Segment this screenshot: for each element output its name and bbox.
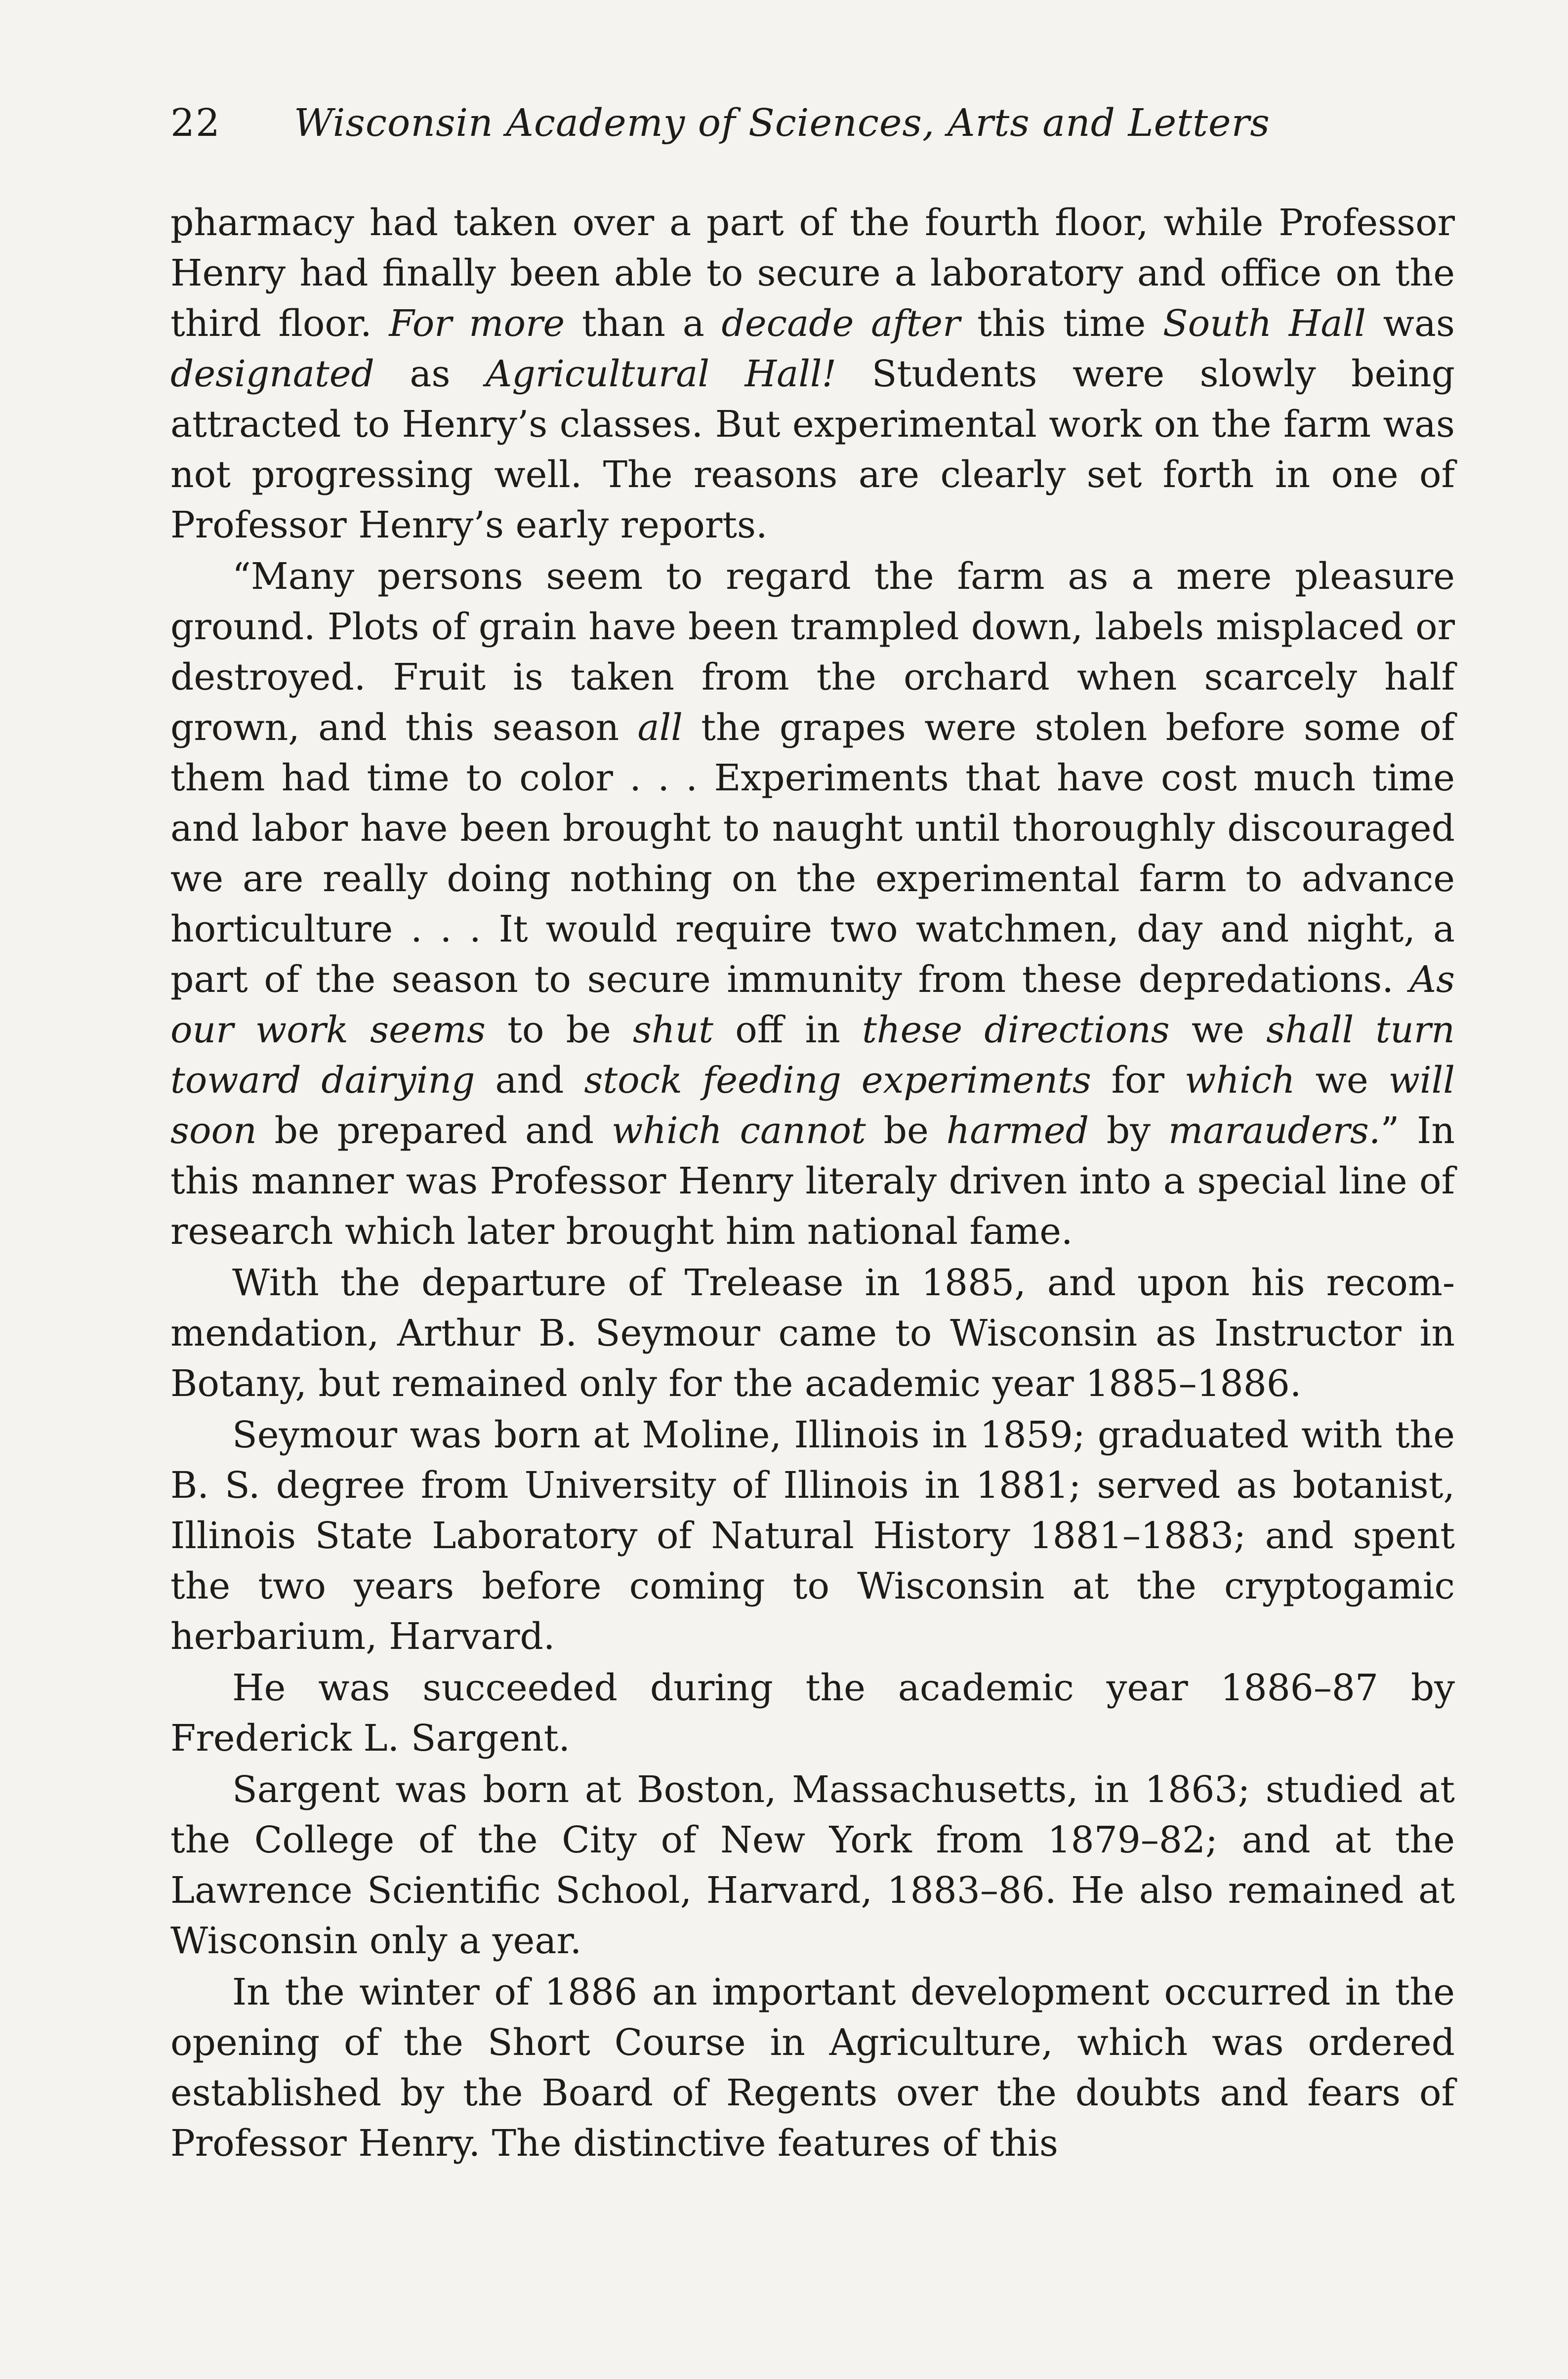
text-run: for [1091, 1059, 1185, 1102]
text-run: be prepared and [256, 1109, 612, 1152]
text-run: as [374, 353, 486, 395]
text-run: Students were slowly being attracted to Henry’s classes. But experimental work on the farm was not progressing well. The reasons are clearly set forth in one of Professor Henry’s early reports. [170, 353, 1455, 546]
paragraph [170, 198, 1455, 550]
italic-text-run: As our work seems [170, 958, 1455, 1051]
paragraph [170, 1663, 1455, 1764]
page-number: 22 [170, 101, 221, 145]
paragraph [170, 1258, 1455, 1409]
text-run: by [1089, 1109, 1168, 1152]
paragraph [170, 1764, 1455, 1966]
text-run: than a [565, 302, 722, 345]
text-run: Seymour was born at Moline, Illinois in 1859; graduated with the B. S. degree from University of Illinois in 1881; served as botanist, Illinois State Laboratory of Natural History 1881–1883; and spent the two years before coming to Wisconsin at the cryptogamic herbarium, Harvard. [170, 1414, 1455, 1658]
text-run: ” In this manner was Professor Henry literaly driven into a special line of research which later brought him national fame. [170, 1109, 1455, 1253]
italic-text-run: shut [633, 1009, 714, 1051]
body-text [170, 198, 1455, 2169]
italic-text-run: stock feeding experiments [584, 1059, 1091, 1102]
text-run: the grapes were stolen before some of them had time to color . . . Experiments that have cost much time and labor have been brought to naught until thoroughly discouraged we are really doing nothing on the experimental farm to advance horticulture . . . It would require two watchmen, day and night, a part of the season to secure immunity from these depredations. [170, 706, 1455, 1001]
italic-text-run: marauders. [1168, 1109, 1381, 1152]
text-run: In the winter of 1886 an important development occurred in the opening of the Short Course in Agriculture, which was ordered established by the Board of Regents over the doubts and fears of Professor Henry. The distinctive features of this [170, 1971, 1455, 2165]
italic-text-run: will soon [170, 1059, 1455, 1152]
text-run: we [1169, 1009, 1267, 1051]
paragraph [170, 1967, 1455, 2169]
text-run: this time [960, 302, 1163, 345]
italic-text-run: these directions [862, 1009, 1170, 1051]
italic-text-run: Agricultural Hall! [485, 353, 837, 395]
italic-text-run: which [1184, 1059, 1295, 1102]
running-header [170, 84, 1455, 163]
italic-text-run: all [637, 706, 683, 749]
text-run: He was succeeded during the academic year 1886–87 by Frederick L. Sargent. [170, 1667, 1455, 1760]
text-run: was [1365, 302, 1455, 345]
text-run: “Many persons seem to regard the farm as a mere pleasure ground. Plots of grain have been trampled down, labels misplaced or destroyed. Fruit is taken from the orchard when scarcely half grown, and this season [170, 555, 1455, 749]
text-run: we [1295, 1059, 1389, 1102]
text-run: Sargent was born at Boston, Massachusetts, in 1863; studied at the College of the City of New York from 1879–82; and at the Lawrence Scientific School, Harvard, 1883–86. He also remained at Wisconsin only a year. [170, 1768, 1455, 1962]
text-run: pharmacy had taken over a part of the fourth floor, while Professor Henry had finally been able to secure a laboratory and office on the third floor. [170, 202, 1455, 345]
text-run: off in [713, 1009, 863, 1051]
text-run: be [866, 1109, 947, 1152]
italic-text-run: For more [389, 302, 565, 345]
paragraph [170, 551, 1455, 1257]
text-run: With the departure of Trelease in 1885, and upon his recommendation, Arthur B. Seymour came to Wisconsin as Instructor in Botany, but remained only for the academic year 1885–1886. [170, 1262, 1455, 1405]
paragraph [170, 1410, 1455, 1662]
italic-text-run: decade after [721, 302, 960, 345]
italic-text-run: designated [170, 353, 374, 395]
book-page [170, 84, 1455, 2332]
text-run: to be [485, 1009, 633, 1051]
running-title: Wisconsin Academy of Sciences, Arts and Letters [294, 101, 1270, 145]
italic-text-run: which cannot [611, 1109, 866, 1152]
italic-text-run: harmed [946, 1109, 1089, 1152]
text-run: and [475, 1059, 584, 1102]
italic-text-run: South Hall [1162, 302, 1366, 345]
italic-text-run: shall turn toward dairying [170, 1009, 1455, 1102]
